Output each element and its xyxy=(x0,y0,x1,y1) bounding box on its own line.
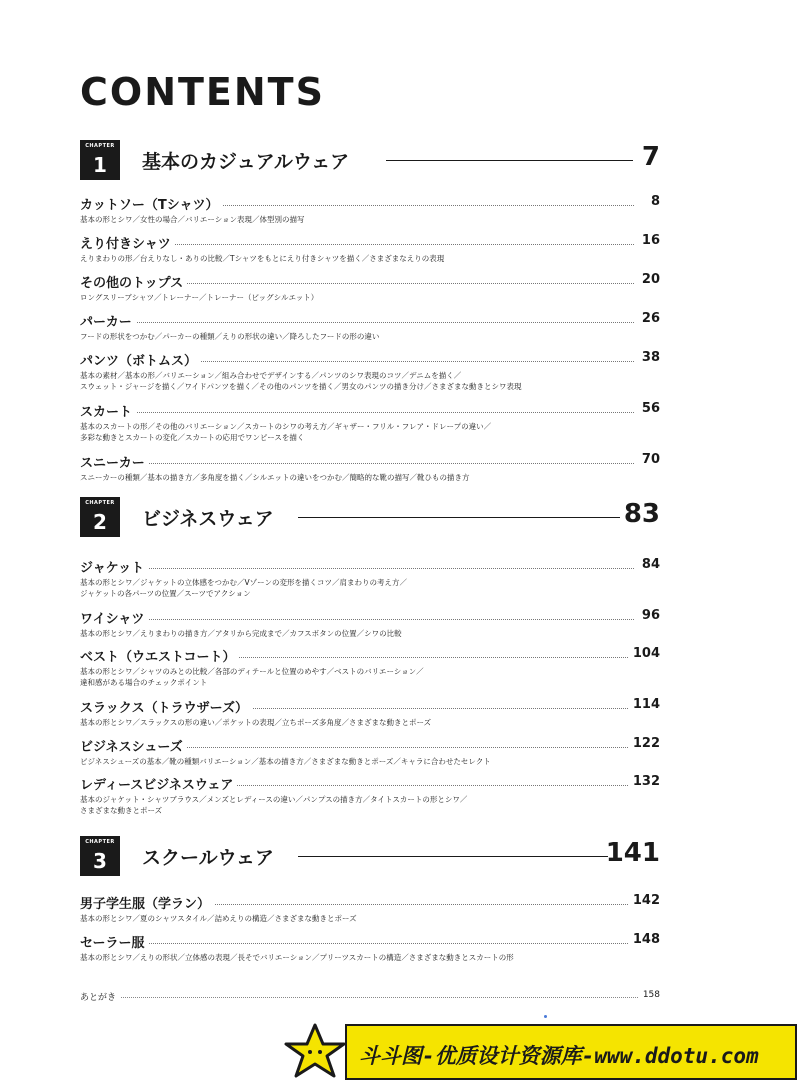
toc-entry[interactable] xyxy=(80,646,660,688)
entry-line xyxy=(80,452,660,472)
entry-title: ベスト（ウエストコート） xyxy=(80,646,239,665)
entry-page: 26 xyxy=(638,311,660,326)
entry-title: 男子学生服（学ラン） xyxy=(80,893,214,912)
toc-entry[interactable] xyxy=(80,272,660,303)
toc-entry[interactable] xyxy=(80,774,660,816)
entry-title: スニーカー xyxy=(80,452,149,471)
chapter-label: CHAPTER xyxy=(85,143,115,149)
entry-subtopics: 基本のジャケット・シャツブラウス／メンズとレディースの違い／パンプスの描き方／タイトスカートの形とシワ／ xyxy=(80,795,468,804)
afterword-title: あとがき xyxy=(80,990,120,1003)
entry-leader xyxy=(80,568,634,569)
chapter-number: 3 xyxy=(93,849,107,873)
entry-subtopics: 基本の形とシワ／えりまわりの描き方／アタリから完成まで／カフスボタンの位置／シワの比較 xyxy=(80,629,402,638)
chapter-rule xyxy=(298,856,608,857)
entry-subtopics: えりまわりの形／台えりなし・ありの比較／Tシャツをもとにえり付きシャツを描く／さまざまなえりの表現 xyxy=(80,254,445,263)
afterword-leader xyxy=(80,997,638,998)
entry-subtopics: さまざまな動きとポーズ xyxy=(80,806,163,815)
chapter-title: スクールウェア xyxy=(142,847,274,869)
page-title: CONTENTS xyxy=(80,70,325,114)
entry-page: 70 xyxy=(638,452,660,467)
entry-line xyxy=(80,350,660,370)
entry-line xyxy=(80,233,660,253)
entry-page: 38 xyxy=(638,350,660,365)
entry-page: 132 xyxy=(629,774,660,789)
chapter-badge xyxy=(80,140,120,180)
entry-page: 96 xyxy=(638,608,660,623)
entry-page: 84 xyxy=(638,557,660,572)
blue-dot xyxy=(544,1015,547,1018)
chapter-title: 基本のカジュアルウェア xyxy=(142,151,350,173)
entry-line xyxy=(80,736,660,756)
chapter-label: CHAPTER xyxy=(85,500,115,506)
chapter-number: 1 xyxy=(93,153,107,177)
chapter-badge xyxy=(80,836,120,876)
entry-page: 56 xyxy=(638,401,660,416)
entry-page: 148 xyxy=(629,932,660,947)
toc-entry[interactable] xyxy=(80,311,660,342)
entry-leader xyxy=(80,463,634,464)
entry-title: レディースビジネスウェア xyxy=(80,774,237,793)
toc-entry[interactable] xyxy=(80,233,660,264)
entry-page: 20 xyxy=(638,272,660,287)
entry-line xyxy=(80,311,660,331)
entry-leader xyxy=(80,619,634,620)
entry-subtopics: 基本の形とシワ／えりの形状／立体感の表現／長そでバリエーション／プリーツスカートの構造／さまざまな動きとスカートの形 xyxy=(80,953,514,962)
entry-title: その他のトップス xyxy=(80,272,187,291)
entry-title: セーラー服 xyxy=(80,932,148,951)
entry-page: 8 xyxy=(647,194,660,209)
entry-subtopics: ジャケットの各パーツの位置／スーツでアクション xyxy=(80,589,251,598)
entry-subtopics: ビジネスシューズの基本／靴の種類バリエーション／基本の描き方／さまざまな動きとポーズ／キャラに合わせたセレクト xyxy=(80,757,491,766)
entry-line xyxy=(80,608,660,628)
entry-page: 114 xyxy=(629,697,660,712)
entry-line xyxy=(80,194,660,214)
entry-title: ワイシャツ xyxy=(80,608,148,627)
entry-leader xyxy=(80,322,634,323)
entry-subtopics: 違和感がある場合のチェックポイント xyxy=(80,678,208,687)
entry-line xyxy=(80,646,660,666)
entry-title: カットソー（Tシャツ） xyxy=(80,194,222,213)
chapter-badge xyxy=(80,497,120,537)
toc-entry[interactable] xyxy=(80,893,660,924)
entry-subtopics: 基本の形とシワ／スラックスの形の違い／ポケットの表現／立ちポーズ多角度／さまざまな動きとポーズ xyxy=(80,718,432,727)
entry-leader xyxy=(80,943,634,944)
entry-subtopics: スニーカーの種類／基本の描き方／多角度を描く／シルエットの違いをつかむ／簡略的な靴の描写／靴ひもの描き方 xyxy=(80,473,470,482)
entry-subtopics: 基本の形とシワ／ジャケットの立体感をつかむ／Vゾーンの変形を描くコツ／肩まわりの考え方／ xyxy=(80,578,407,587)
entry-line xyxy=(80,401,660,421)
entry-leader xyxy=(80,412,634,413)
entry-page: 104 xyxy=(629,646,660,661)
toc-entry[interactable] xyxy=(80,932,660,963)
afterword-entry[interactable] xyxy=(80,990,660,1004)
chapter-rule xyxy=(298,517,620,518)
entry-line xyxy=(80,272,660,292)
toc-entry[interactable] xyxy=(80,608,660,639)
entry-page: 16 xyxy=(638,233,660,248)
entry-subtopics: フードの形状をつかむ／パーカーの種類／えりの形状の違い／降ろしたフードの形の違い xyxy=(80,332,380,341)
toc-entry[interactable] xyxy=(80,557,660,599)
afterword-page: 158 xyxy=(639,990,660,1000)
toc-entry[interactable] xyxy=(80,736,660,767)
entry-title: スラックス（トラウザーズ） xyxy=(80,697,252,716)
chapter-page: 141 xyxy=(605,838,660,868)
entry-line xyxy=(80,557,660,577)
entry-subtopics: 基本の形とシワ／シャツのみとの比較／各部のディテールと位置のめやす／ベストのバリエーション／ xyxy=(80,667,424,676)
entry-subtopics: 基本の素材／基本の形／バリエーション／組み合わせでデザインする／パンツのシワ表現のコツ／デニムを描く／ xyxy=(80,371,462,380)
watermark-text: 斗斗图-优质设计资源库-www.ddotu.com xyxy=(359,1044,759,1068)
entry-title: スカート xyxy=(80,401,136,420)
entry-title: えり付きシャツ xyxy=(80,233,175,252)
toc-entry[interactable] xyxy=(80,350,660,392)
entry-page: 122 xyxy=(629,736,660,751)
chapter-page: 83 xyxy=(623,499,660,529)
entry-title: パーカー xyxy=(80,311,136,330)
entry-subtopics: 基本のスカートの形／その他のバリエーション／スカートのシワの考え方／ギャザー・フリル・フレア・ドレープの違い／ xyxy=(80,422,492,431)
entry-line xyxy=(80,893,660,913)
chapter-page: 7 xyxy=(641,142,660,172)
toc-entry[interactable] xyxy=(80,194,660,225)
toc-entry[interactable] xyxy=(80,401,660,443)
watermark-banner xyxy=(345,1024,797,1080)
entry-subtopics: スウェット・ジャージを描く／ワイドパンツを描く／その他のパンツを描く／男女のパンツの描き分け／さまざまな動きとシワ表現 xyxy=(80,382,522,391)
toc-entry[interactable] xyxy=(80,697,660,728)
chapter-number: 2 xyxy=(93,510,107,534)
entry-page: 142 xyxy=(629,893,660,908)
chapter-heading[interactable] xyxy=(80,836,660,876)
chapter-heading[interactable] xyxy=(80,140,660,180)
chapter-rule xyxy=(386,160,633,161)
chapter-heading[interactable] xyxy=(80,497,660,537)
chapter-title: ビジネスウェア xyxy=(142,508,274,530)
entry-subtopics: ロングスリーブシャツ／トレーナー／トレーナー（ビッグシルエット） xyxy=(80,293,319,302)
star-icon xyxy=(280,1022,350,1080)
toc-entry[interactable] xyxy=(80,452,660,483)
entry-line xyxy=(80,932,660,952)
entry-title: ジャケット xyxy=(80,557,148,576)
entry-subtopics: 基本の形とシワ／女性の場合／バリエーション表現／体型別の描写 xyxy=(80,215,305,224)
entry-subtopics: 多彩な動きとスカートの変化／スカートの応用でワンピースを描く xyxy=(80,433,305,442)
entry-title: パンツ（ボトムス） xyxy=(80,350,201,369)
entry-line xyxy=(80,774,660,794)
entry-title: ビジネスシューズ xyxy=(80,736,187,755)
chapter-label: CHAPTER xyxy=(85,839,115,845)
entry-subtopics: 基本の形とシワ／夏のシャツスタイル／詰めえりの構造／さまざまな動きとポーズ xyxy=(80,914,357,923)
entry-line xyxy=(80,697,660,717)
